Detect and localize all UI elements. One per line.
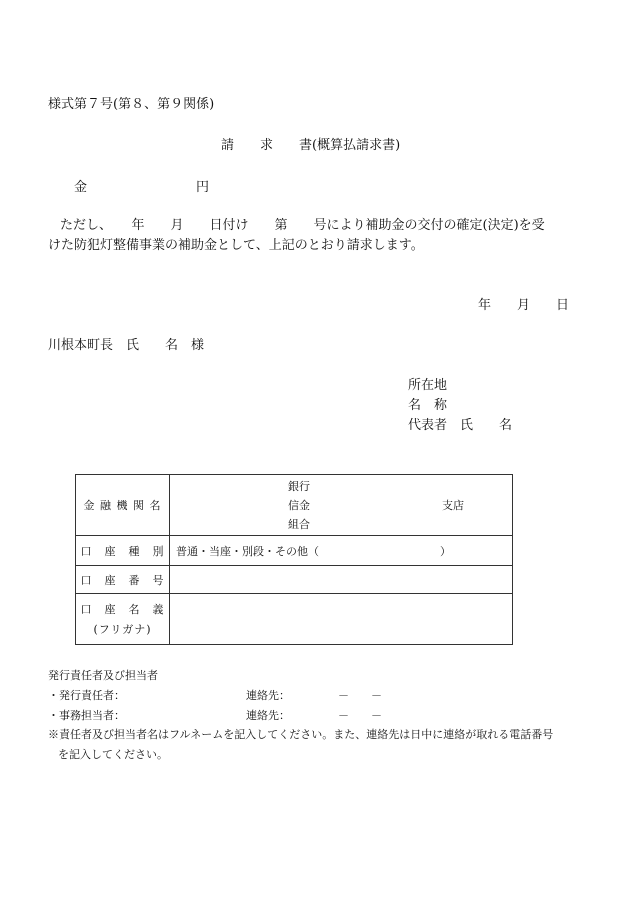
account-number-field[interactable] [170, 566, 513, 594]
applicant-address-label: 所在地 [408, 378, 448, 393]
form-number: 様式第７号(第８、第９関係) [48, 97, 215, 112]
body-text-line2: けた防犯灯整備事業の補助金として、上記のとおり請求します。 [48, 238, 424, 253]
note-line2: を記入してください。 [58, 748, 168, 761]
bank-type-shinkin: 信金 [288, 499, 310, 512]
addressee: 川根本町長 氏 名 様 [48, 338, 205, 353]
account-name-field[interactable] [170, 594, 513, 645]
bank-type-bank: 銀行 [288, 480, 310, 493]
account-type-options[interactable]: 普通・当座・別段・その他（ ） [170, 536, 513, 566]
table-row [76, 475, 513, 536]
issuer-tel-label: 連絡先： [246, 689, 290, 702]
body-text-line1: ただし、 年 月 日付け 第 号により補助金の交付の確定(決定)を受 [60, 218, 545, 233]
account-name-kana-label: (フリガナ) [93, 623, 152, 636]
staff-label: ・事務担当者： [48, 709, 125, 722]
staff-tel-label: 連絡先： [246, 709, 290, 722]
note-line1: ※責任者及び担当者名はフルネームを記入してください。また、連絡先は日中に連絡が取れる電話番号 [48, 728, 554, 741]
contact-section-title: 発行責任者及び担当者 [48, 669, 158, 682]
amount-prefix: 金 [74, 180, 88, 195]
account-number-label: 口 座 番 号 [76, 566, 170, 594]
account-name-label: 口 座 名 義 [80, 603, 165, 616]
amount-unit: 円 [196, 180, 210, 195]
table-row [76, 536, 513, 566]
table-row [76, 594, 513, 645]
applicant-representative-label: 代表者 氏 名 [408, 418, 513, 433]
document-title: 請 求 書(概算払請求書) [221, 138, 401, 153]
institution-label: 金 融 機 関 名 [76, 475, 170, 536]
amount-row [74, 179, 214, 197]
bank-type-list [288, 477, 310, 534]
bank-account-table [75, 474, 513, 645]
table-row [76, 566, 513, 594]
bank-type-kumiai: 組合 [288, 518, 310, 531]
date-line: 年 月 日 [478, 298, 570, 313]
issuer-tel-dashes: － － [338, 689, 382, 702]
institution-cell[interactable] [170, 475, 513, 536]
issuer-label: ・発行責任者： [48, 689, 125, 702]
staff-tel-dashes: － － [338, 709, 382, 722]
branch-suffix: 支店 [442, 499, 464, 512]
account-name-label-cell [76, 594, 170, 645]
applicant-name-label: 名 称 [408, 398, 448, 413]
account-type-label: 口 座 種 別 [76, 536, 170, 566]
